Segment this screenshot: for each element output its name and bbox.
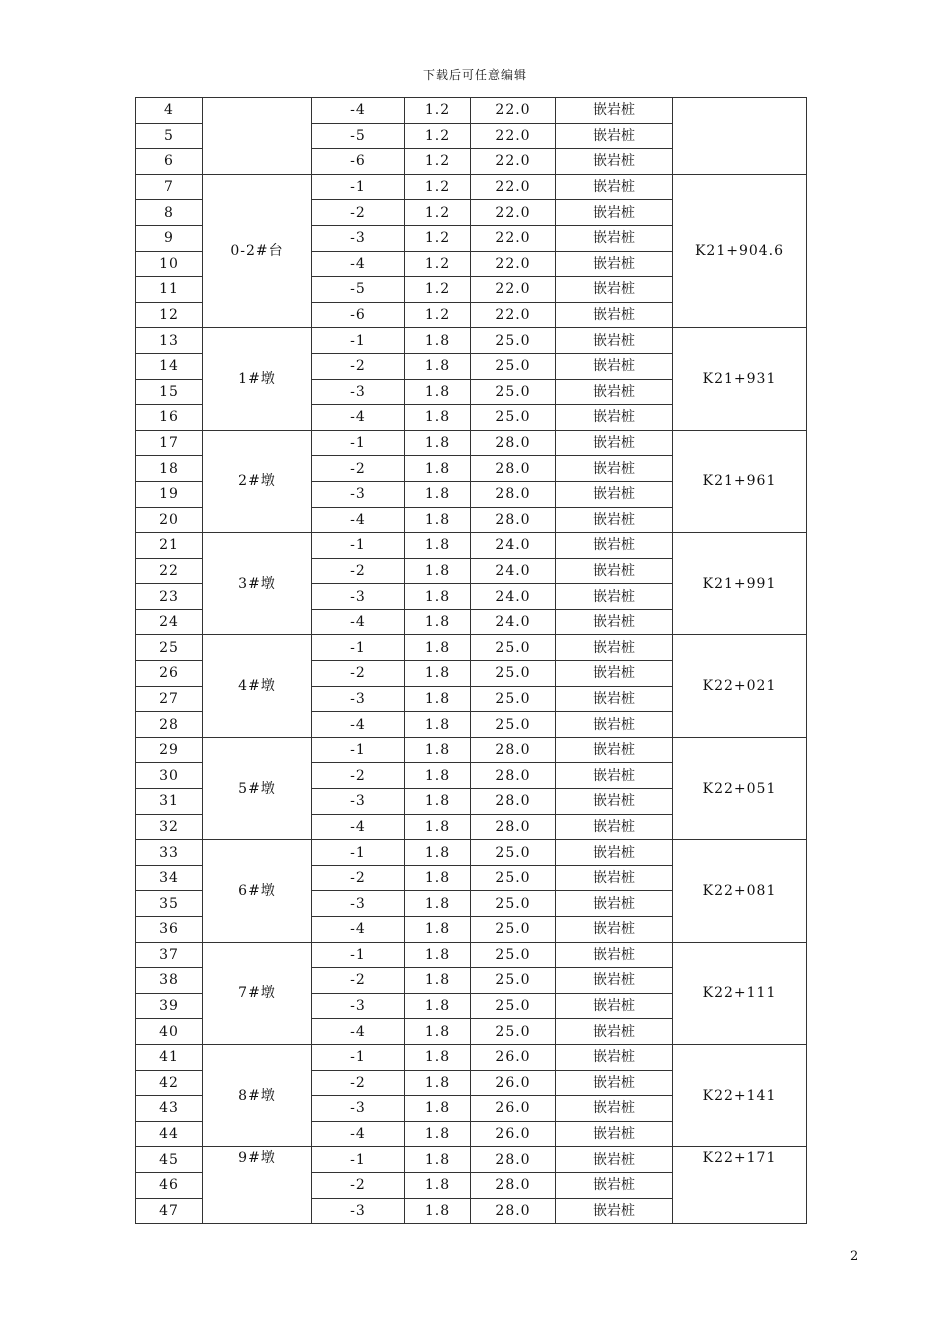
length-cell: 25.0 bbox=[471, 328, 556, 354]
pile-no-cell: 15 bbox=[136, 379, 203, 405]
diameter-cell: 1.8 bbox=[405, 763, 471, 789]
length-cell: 25.0 bbox=[471, 1019, 556, 1045]
station-cell: K22+111 bbox=[673, 942, 807, 1044]
pile-no-cell: 39 bbox=[136, 993, 203, 1019]
length-cell: 26.0 bbox=[471, 1121, 556, 1147]
pile-type-cell: 嵌岩桩 bbox=[556, 533, 673, 559]
diameter-cell: 1.8 bbox=[405, 712, 471, 738]
table-row bbox=[136, 533, 807, 559]
pile-code-cell: -2 bbox=[312, 763, 405, 789]
length-cell: 22.0 bbox=[471, 302, 556, 328]
pile-code-cell: -3 bbox=[312, 1096, 405, 1122]
table-row bbox=[136, 635, 807, 661]
length-cell: 22.0 bbox=[471, 277, 556, 303]
pile-code-cell: -4 bbox=[312, 1121, 405, 1147]
pile-no-cell: 22 bbox=[136, 558, 203, 584]
table-row bbox=[136, 1147, 807, 1173]
diameter-cell: 1.8 bbox=[405, 328, 471, 354]
station-cell: K21+931 bbox=[673, 328, 807, 430]
length-cell: 24.0 bbox=[471, 558, 556, 584]
length-cell: 22.0 bbox=[471, 98, 556, 124]
pile-code-cell: -3 bbox=[312, 225, 405, 251]
pile-code-cell: -1 bbox=[312, 1044, 405, 1070]
pile-no-cell: 32 bbox=[136, 814, 203, 840]
diameter-cell: 1.8 bbox=[405, 609, 471, 635]
diameter-cell: 1.8 bbox=[405, 840, 471, 866]
pile-no-cell: 21 bbox=[136, 533, 203, 559]
pile-type-cell: 嵌岩桩 bbox=[556, 789, 673, 815]
length-cell: 25.0 bbox=[471, 405, 556, 431]
length-cell: 28.0 bbox=[471, 1198, 556, 1224]
pile-code-cell: -5 bbox=[312, 123, 405, 149]
pile-type-cell: 嵌岩桩 bbox=[556, 302, 673, 328]
pile-type-cell: 嵌岩桩 bbox=[556, 98, 673, 124]
pile-type-cell: 嵌岩桩 bbox=[556, 277, 673, 303]
pile-code-cell: -1 bbox=[312, 430, 405, 456]
diameter-cell: 1.8 bbox=[405, 865, 471, 891]
diameter-cell: 1.8 bbox=[405, 533, 471, 559]
pile-code-cell: -1 bbox=[312, 328, 405, 354]
table-row bbox=[136, 737, 807, 763]
pile-code-cell: -6 bbox=[312, 149, 405, 175]
pile-no-cell: 10 bbox=[136, 251, 203, 277]
pile-no-cell: 29 bbox=[136, 737, 203, 763]
pile-table bbox=[135, 97, 807, 1224]
diameter-cell: 1.2 bbox=[405, 149, 471, 175]
station-cell: K22+141 bbox=[673, 1044, 807, 1146]
pier-cell: 5#墩 bbox=[203, 737, 312, 839]
pile-no-cell: 36 bbox=[136, 917, 203, 943]
pile-type-cell: 嵌岩桩 bbox=[556, 1147, 673, 1173]
pile-code-cell: -2 bbox=[312, 1172, 405, 1198]
pile-type-cell: 嵌岩桩 bbox=[556, 993, 673, 1019]
length-cell: 22.0 bbox=[471, 174, 556, 200]
diameter-cell: 1.8 bbox=[405, 379, 471, 405]
pile-type-cell: 嵌岩桩 bbox=[556, 379, 673, 405]
pile-code-cell: -5 bbox=[312, 277, 405, 303]
length-cell: 25.0 bbox=[471, 942, 556, 968]
pile-code-cell: -4 bbox=[312, 405, 405, 431]
diameter-cell: 1.8 bbox=[405, 661, 471, 687]
pile-no-cell: 42 bbox=[136, 1070, 203, 1096]
diameter-cell: 1.8 bbox=[405, 942, 471, 968]
station-cell: K22+171 bbox=[673, 1147, 807, 1224]
pile-code-cell: -3 bbox=[312, 686, 405, 712]
pile-no-cell: 19 bbox=[136, 481, 203, 507]
pile-code-cell: -2 bbox=[312, 200, 405, 226]
pile-no-cell: 6 bbox=[136, 149, 203, 175]
pile-code-cell: -2 bbox=[312, 558, 405, 584]
length-cell: 25.0 bbox=[471, 379, 556, 405]
length-cell: 26.0 bbox=[471, 1096, 556, 1122]
length-cell: 22.0 bbox=[471, 251, 556, 277]
pile-type-cell: 嵌岩桩 bbox=[556, 1198, 673, 1224]
pile-type-cell: 嵌岩桩 bbox=[556, 481, 673, 507]
pile-no-cell: 25 bbox=[136, 635, 203, 661]
length-cell: 22.0 bbox=[471, 149, 556, 175]
length-cell: 24.0 bbox=[471, 584, 556, 610]
length-cell: 28.0 bbox=[471, 1147, 556, 1173]
pile-code-cell: -1 bbox=[312, 737, 405, 763]
pile-type-cell: 嵌岩桩 bbox=[556, 1044, 673, 1070]
table-row bbox=[136, 942, 807, 968]
diameter-cell: 1.2 bbox=[405, 302, 471, 328]
pile-code-cell: -3 bbox=[312, 789, 405, 815]
diameter-cell: 1.8 bbox=[405, 891, 471, 917]
length-cell: 28.0 bbox=[471, 763, 556, 789]
length-cell: 28.0 bbox=[471, 430, 556, 456]
pile-no-cell: 34 bbox=[136, 865, 203, 891]
pile-no-cell: 45 bbox=[136, 1147, 203, 1173]
diameter-cell: 1.2 bbox=[405, 277, 471, 303]
pile-type-cell: 嵌岩桩 bbox=[556, 353, 673, 379]
station-cell: K21+991 bbox=[673, 533, 807, 635]
pile-type-cell: 嵌岩桩 bbox=[556, 251, 673, 277]
pile-code-cell: -3 bbox=[312, 584, 405, 610]
length-cell: 25.0 bbox=[471, 712, 556, 738]
pile-code-cell: -4 bbox=[312, 251, 405, 277]
pile-code-cell: -2 bbox=[312, 865, 405, 891]
pile-type-cell: 嵌岩桩 bbox=[556, 1070, 673, 1096]
pile-code-cell: -2 bbox=[312, 456, 405, 482]
pile-type-cell: 嵌岩桩 bbox=[556, 584, 673, 610]
diameter-cell: 1.8 bbox=[405, 1044, 471, 1070]
pile-code-cell: -4 bbox=[312, 814, 405, 840]
pile-no-cell: 11 bbox=[136, 277, 203, 303]
table-row bbox=[136, 1044, 807, 1070]
pile-no-cell: 14 bbox=[136, 353, 203, 379]
pile-code-cell: -1 bbox=[312, 942, 405, 968]
table-row bbox=[136, 174, 807, 200]
diameter-cell: 1.8 bbox=[405, 405, 471, 431]
pile-no-cell: 16 bbox=[136, 405, 203, 431]
pile-type-cell: 嵌岩桩 bbox=[556, 814, 673, 840]
pile-type-cell: 嵌岩桩 bbox=[556, 635, 673, 661]
pile-no-cell: 44 bbox=[136, 1121, 203, 1147]
pile-type-cell: 嵌岩桩 bbox=[556, 225, 673, 251]
pile-no-cell: 9 bbox=[136, 225, 203, 251]
pile-type-cell: 嵌岩桩 bbox=[556, 968, 673, 994]
pile-type-cell: 嵌岩桩 bbox=[556, 1121, 673, 1147]
diameter-cell: 1.8 bbox=[405, 584, 471, 610]
pile-no-cell: 31 bbox=[136, 789, 203, 815]
diameter-cell: 1.8 bbox=[405, 1121, 471, 1147]
pile-no-cell: 8 bbox=[136, 200, 203, 226]
length-cell: 25.0 bbox=[471, 993, 556, 1019]
pile-no-cell: 40 bbox=[136, 1019, 203, 1045]
pile-code-cell: -2 bbox=[312, 661, 405, 687]
pile-type-cell: 嵌岩桩 bbox=[556, 763, 673, 789]
pier-cell: 0-2#台 bbox=[203, 174, 312, 328]
diameter-cell: 1.8 bbox=[405, 1070, 471, 1096]
pile-code-cell: -1 bbox=[312, 533, 405, 559]
station-cell bbox=[673, 98, 807, 175]
diameter-cell: 1.8 bbox=[405, 789, 471, 815]
pile-code-cell: -4 bbox=[312, 712, 405, 738]
pile-no-cell: 23 bbox=[136, 584, 203, 610]
pile-type-cell: 嵌岩桩 bbox=[556, 200, 673, 226]
diameter-cell: 1.8 bbox=[405, 917, 471, 943]
length-cell: 25.0 bbox=[471, 686, 556, 712]
pile-type-cell: 嵌岩桩 bbox=[556, 123, 673, 149]
pile-code-cell: -3 bbox=[312, 379, 405, 405]
pier-cell: 7#墩 bbox=[203, 942, 312, 1044]
pile-no-cell: 33 bbox=[136, 840, 203, 866]
length-cell: 25.0 bbox=[471, 661, 556, 687]
diameter-cell: 1.2 bbox=[405, 98, 471, 124]
pile-type-cell: 嵌岩桩 bbox=[556, 430, 673, 456]
pile-no-cell: 7 bbox=[136, 174, 203, 200]
diameter-cell: 1.2 bbox=[405, 123, 471, 149]
length-cell: 28.0 bbox=[471, 507, 556, 533]
pile-no-cell: 13 bbox=[136, 328, 203, 354]
pile-code-cell: -2 bbox=[312, 1070, 405, 1096]
pile-type-cell: 嵌岩桩 bbox=[556, 456, 673, 482]
station-cell: K21+904.6 bbox=[673, 174, 807, 328]
pile-type-cell: 嵌岩桩 bbox=[556, 405, 673, 431]
length-cell: 22.0 bbox=[471, 225, 556, 251]
pile-no-cell: 24 bbox=[136, 609, 203, 635]
pile-no-cell: 20 bbox=[136, 507, 203, 533]
length-cell: 28.0 bbox=[471, 456, 556, 482]
pier-cell bbox=[203, 98, 312, 175]
pile-code-cell: -2 bbox=[312, 353, 405, 379]
station-cell: K21+961 bbox=[673, 430, 807, 532]
length-cell: 28.0 bbox=[471, 814, 556, 840]
pile-code-cell: -4 bbox=[312, 507, 405, 533]
pile-no-cell: 37 bbox=[136, 942, 203, 968]
pile-code-cell: -4 bbox=[312, 98, 405, 124]
pier-cell: 8#墩 bbox=[203, 1044, 312, 1146]
diameter-cell: 1.8 bbox=[405, 814, 471, 840]
pile-no-cell: 5 bbox=[136, 123, 203, 149]
length-cell: 28.0 bbox=[471, 1172, 556, 1198]
pile-code-cell: -1 bbox=[312, 1147, 405, 1173]
pile-type-cell: 嵌岩桩 bbox=[556, 840, 673, 866]
length-cell: 26.0 bbox=[471, 1070, 556, 1096]
pile-code-cell: -3 bbox=[312, 891, 405, 917]
pier-cell: 6#墩 bbox=[203, 840, 312, 942]
diameter-cell: 1.8 bbox=[405, 1147, 471, 1173]
pile-code-cell: -2 bbox=[312, 968, 405, 994]
pile-type-cell: 嵌岩桩 bbox=[556, 686, 673, 712]
pile-type-cell: 嵌岩桩 bbox=[556, 917, 673, 943]
pile-type-cell: 嵌岩桩 bbox=[556, 865, 673, 891]
pile-code-cell: -3 bbox=[312, 993, 405, 1019]
length-cell: 28.0 bbox=[471, 737, 556, 763]
pile-type-cell: 嵌岩桩 bbox=[556, 891, 673, 917]
pile-type-cell: 嵌岩桩 bbox=[556, 661, 673, 687]
pile-type-cell: 嵌岩桩 bbox=[556, 174, 673, 200]
table-row bbox=[136, 430, 807, 456]
pile-code-cell: -6 bbox=[312, 302, 405, 328]
pile-type-cell: 嵌岩桩 bbox=[556, 942, 673, 968]
station-cell: K22+021 bbox=[673, 635, 807, 737]
pile-no-cell: 27 bbox=[136, 686, 203, 712]
table-row bbox=[136, 328, 807, 354]
length-cell: 25.0 bbox=[471, 865, 556, 891]
table-row bbox=[136, 840, 807, 866]
diameter-cell: 1.2 bbox=[405, 174, 471, 200]
pier-cell: 4#墩 bbox=[203, 635, 312, 737]
page-number: 2 bbox=[850, 1249, 859, 1264]
pile-type-cell: 嵌岩桩 bbox=[556, 149, 673, 175]
length-cell: 24.0 bbox=[471, 609, 556, 635]
pile-no-cell: 38 bbox=[136, 968, 203, 994]
length-cell: 24.0 bbox=[471, 533, 556, 559]
diameter-cell: 1.8 bbox=[405, 635, 471, 661]
length-cell: 25.0 bbox=[471, 917, 556, 943]
length-cell: 25.0 bbox=[471, 353, 556, 379]
pile-type-cell: 嵌岩桩 bbox=[556, 1019, 673, 1045]
pile-code-cell: -3 bbox=[312, 1198, 405, 1224]
pile-type-cell: 嵌岩桩 bbox=[556, 558, 673, 584]
pile-no-cell: 26 bbox=[136, 661, 203, 687]
pile-code-cell: -1 bbox=[312, 635, 405, 661]
pile-code-cell: -3 bbox=[312, 481, 405, 507]
length-cell: 25.0 bbox=[471, 968, 556, 994]
length-cell: 22.0 bbox=[471, 123, 556, 149]
pile-code-cell: -4 bbox=[312, 609, 405, 635]
diameter-cell: 1.2 bbox=[405, 225, 471, 251]
length-cell: 25.0 bbox=[471, 635, 556, 661]
table-row bbox=[136, 98, 807, 124]
pile-no-cell: 4 bbox=[136, 98, 203, 124]
pile-no-cell: 41 bbox=[136, 1044, 203, 1070]
diameter-cell: 1.8 bbox=[405, 686, 471, 712]
diameter-cell: 1.8 bbox=[405, 558, 471, 584]
pile-no-cell: 17 bbox=[136, 430, 203, 456]
pile-no-cell: 47 bbox=[136, 1198, 203, 1224]
table-body bbox=[136, 98, 807, 1224]
length-cell: 25.0 bbox=[471, 840, 556, 866]
diameter-cell: 1.8 bbox=[405, 456, 471, 482]
pile-no-cell: 12 bbox=[136, 302, 203, 328]
pile-type-cell: 嵌岩桩 bbox=[556, 1172, 673, 1198]
length-cell: 26.0 bbox=[471, 1044, 556, 1070]
pile-type-cell: 嵌岩桩 bbox=[556, 712, 673, 738]
length-cell: 28.0 bbox=[471, 789, 556, 815]
pile-type-cell: 嵌岩桩 bbox=[556, 737, 673, 763]
pile-code-cell: -4 bbox=[312, 917, 405, 943]
diameter-cell: 1.8 bbox=[405, 993, 471, 1019]
pile-code-cell: -4 bbox=[312, 1019, 405, 1045]
diameter-cell: 1.8 bbox=[405, 968, 471, 994]
length-cell: 28.0 bbox=[471, 481, 556, 507]
page-header: 下载后可任意编辑 bbox=[422, 68, 527, 82]
pile-no-cell: 46 bbox=[136, 1172, 203, 1198]
diameter-cell: 1.8 bbox=[405, 430, 471, 456]
pile-type-cell: 嵌岩桩 bbox=[556, 1096, 673, 1122]
diameter-cell: 1.8 bbox=[405, 1172, 471, 1198]
pier-cell: 9#墩 bbox=[203, 1147, 312, 1224]
diameter-cell: 1.8 bbox=[405, 1198, 471, 1224]
pier-cell: 3#墩 bbox=[203, 533, 312, 635]
pile-no-cell: 35 bbox=[136, 891, 203, 917]
diameter-cell: 1.8 bbox=[405, 737, 471, 763]
pile-type-cell: 嵌岩桩 bbox=[556, 609, 673, 635]
pile-type-cell: 嵌岩桩 bbox=[556, 507, 673, 533]
length-cell: 25.0 bbox=[471, 891, 556, 917]
pile-no-cell: 43 bbox=[136, 1096, 203, 1122]
pile-type-cell: 嵌岩桩 bbox=[556, 328, 673, 354]
station-cell: K22+051 bbox=[673, 737, 807, 839]
pile-no-cell: 18 bbox=[136, 456, 203, 482]
pile-code-cell: -1 bbox=[312, 174, 405, 200]
diameter-cell: 1.8 bbox=[405, 1096, 471, 1122]
diameter-cell: 1.8 bbox=[405, 353, 471, 379]
diameter-cell: 1.2 bbox=[405, 251, 471, 277]
pile-no-cell: 28 bbox=[136, 712, 203, 738]
pier-cell: 2#墩 bbox=[203, 430, 312, 532]
diameter-cell: 1.2 bbox=[405, 200, 471, 226]
diameter-cell: 1.8 bbox=[405, 507, 471, 533]
diameter-cell: 1.8 bbox=[405, 481, 471, 507]
pile-no-cell: 30 bbox=[136, 763, 203, 789]
station-cell: K22+081 bbox=[673, 840, 807, 942]
diameter-cell: 1.8 bbox=[405, 1019, 471, 1045]
length-cell: 22.0 bbox=[471, 200, 556, 226]
pile-code-cell: -1 bbox=[312, 840, 405, 866]
pier-cell: 1#墩 bbox=[203, 328, 312, 430]
